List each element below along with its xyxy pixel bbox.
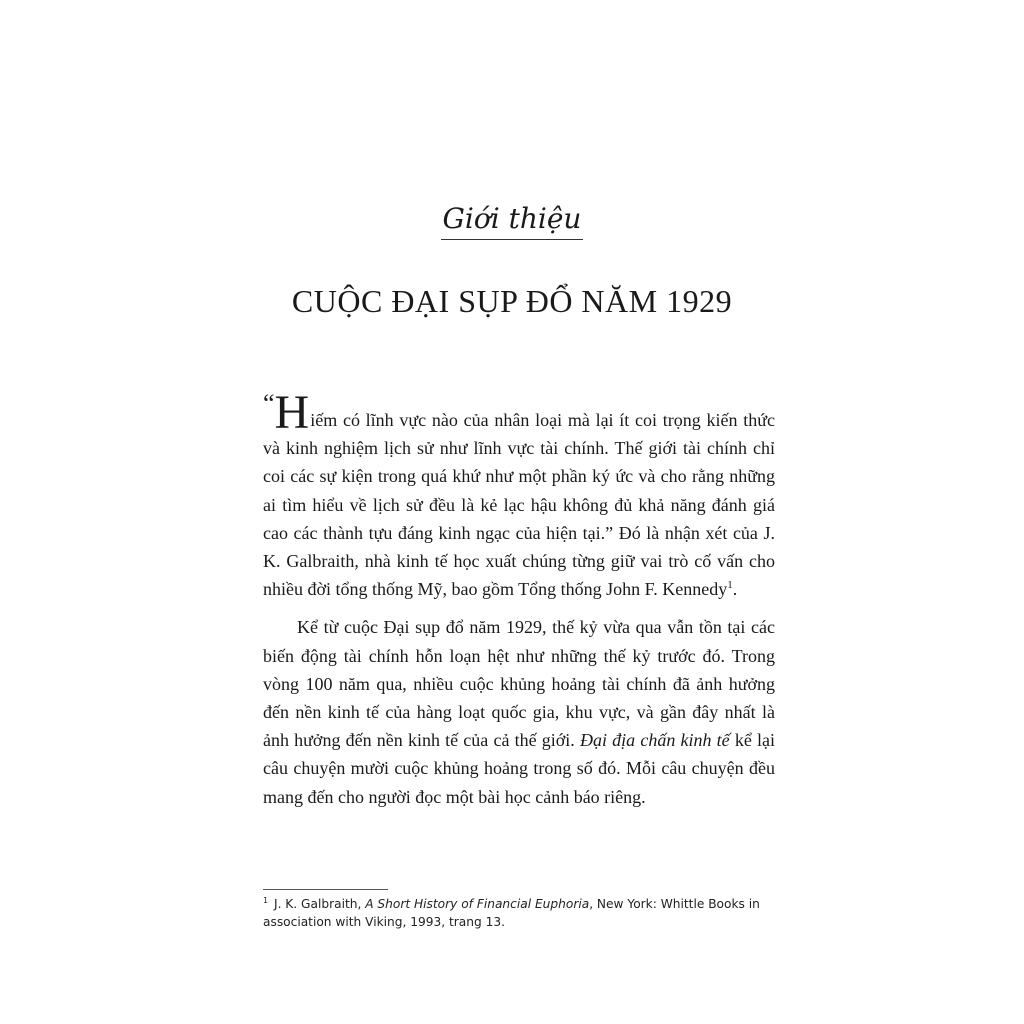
footnote [263,895,775,931]
footnote-reference: 1 [727,579,733,592]
footnote-divider [263,889,388,890]
footnote-text-before: J. K. Galbraith, [273,897,366,911]
paragraph-1 [263,386,775,603]
paragraph-2-text-before: Kể từ cuộc Đại sụp đổ năm 1929, thế kỷ vừa qua vẫn tồn tại các biến động tài chính hỗn loạn hệt như những thế kỷ trước đó. Trong vòng 100 năm qua, nhiều cuộc khủng hoảng tài chính đã ảnh hưởng đến nền kinh tế của hàng loạt quốc gia, khu vực, và gần đây nhất là ảnh hưởng đến nền kinh tế của cả thế giới. [263,617,775,751]
paragraph-1-end: . [732,579,738,600]
paragraph-2 [263,613,775,810]
footnote-cited-title: A Short History of Financial Euphoria [365,897,590,911]
book-title: Đại địa chấn kinh tế [579,730,730,751]
chapter-label-text: Giới thiệu [441,200,584,240]
body-text [263,386,775,811]
footnote-text-after: , New York: Whittle Books in association with Viking, 1993, trang 13. [263,897,760,929]
opening-quote-mark: “ [263,389,275,418]
footnote-number: 1 [263,896,269,905]
chapter-label [0,200,1024,240]
paragraph-2-text-after: kể lại câu chuyện mười cuộc khủng hoảng trong số đó. Mỗi câu chuyện đều mang đến cho người đọc một bài học cảnh báo riêng. [263,730,775,807]
drop-cap: H [274,386,310,439]
paragraph-1-text: iếm có lĩnh vực nào của nhân loại mà lại ít coi trọng kiến thức và kinh nghiệm lịch sử như lĩnh vực tài chính. Thế giới tài chính chỉ coi các sự kiện trong quá khứ như một phần ký ức và cho rằng những ai tìm hiểu về lịch sử đều là kẻ lạc hậu không đủ khả năng đánh giá cao các thành tựu đáng kinh ngạc của hiện tại.” Đó là nhận xét của J. K. Galbraith, nhà kinh tế học xuất chúng từng giữ vai trò cố vấn cho nhiều đời tổng thống Mỹ, bao gồm Tổng thống John F. Kennedy [263,410,775,600]
chapter-title: CUỘC ĐẠI SỤP ĐỔ NĂM 1929 [291,283,733,319]
